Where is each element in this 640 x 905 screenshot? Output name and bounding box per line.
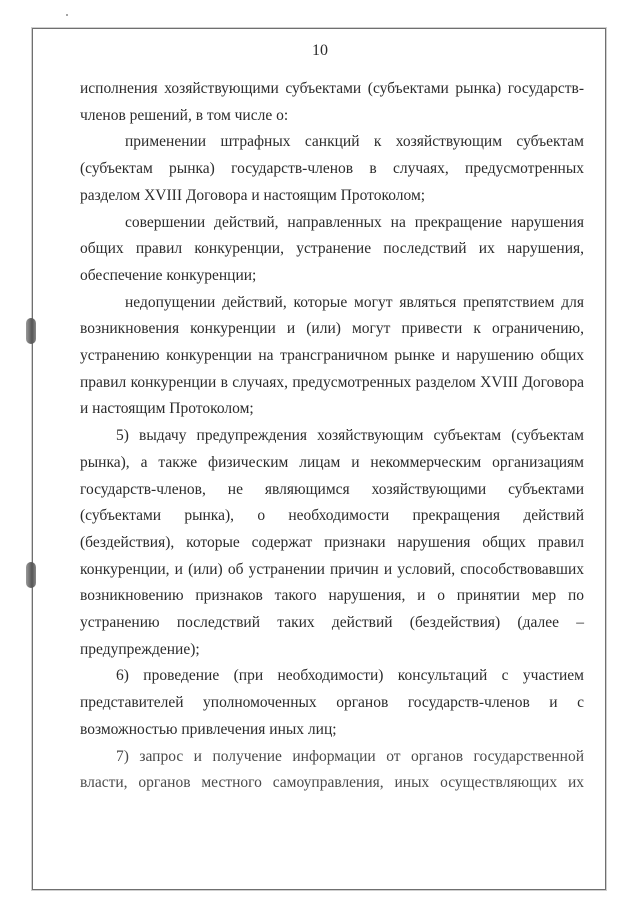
punch-hole-upper — [26, 318, 36, 344]
paragraph-continuation: исполнения хозяйствующими субъектами (субъектами рынка) государств-членов решений, в том числе о: — [80, 80, 584, 124]
page-number: 10 — [312, 42, 328, 59]
document-body — [80, 76, 584, 797]
paragraph-prevention: недопущении действий, которые могут являться препятствием для возникновения конкуренции и (или) могут привести к ограничению, устранению конкуренции на трансграничном рынке и нарушению общих правил конкуренции в случаях, предусмотренных разделом XVIII Договора и настоящим Протоколом; — [80, 293, 584, 418]
scan-speck — [66, 14, 68, 16]
paragraph-penalties: применении штрафных санкций к хозяйствующим субъектам (субъектам рынка) государств-членов в случаях, предусмотренных разделом XVIII Договора и настоящим Протоколом; — [80, 133, 584, 204]
paragraph-item-6: 6) проведение (при необходимости) консультаций с участием представителей уполномоченных органов государств-членов и с возможностью привлечения иных лиц; — [80, 667, 584, 738]
paragraph-actions: совершении действий, направленных на прекращение нарушения общих правил конкуренции, устранение последствий их нарушения, обеспечение конкуренции; — [80, 213, 584, 284]
punch-hole-lower — [26, 562, 36, 588]
paragraph-item-7: 7) запрос и получение информации от органов государственной власти, органов местного самоуправления, иных осуществляющих их — [80, 747, 584, 792]
paragraph-item-5: 5) выдачу предупреждения хозяйствующим субъектам (субъектам рынка), а также физическим лицам и некоммерческим организациям государств-членов, не являющимся хозяйствующими субъектами (субъектами рынка), о необходимости прекращения действий (бездействия), которые содержат признаки нарушения общих правил конкуренции, и (или) об устранении причин и условий, способствовавших возникновению признаков такого нарушения, и о принятии мер по устранению последствий таких действий (бездействия) (далее – предупреждение); — [80, 427, 584, 658]
